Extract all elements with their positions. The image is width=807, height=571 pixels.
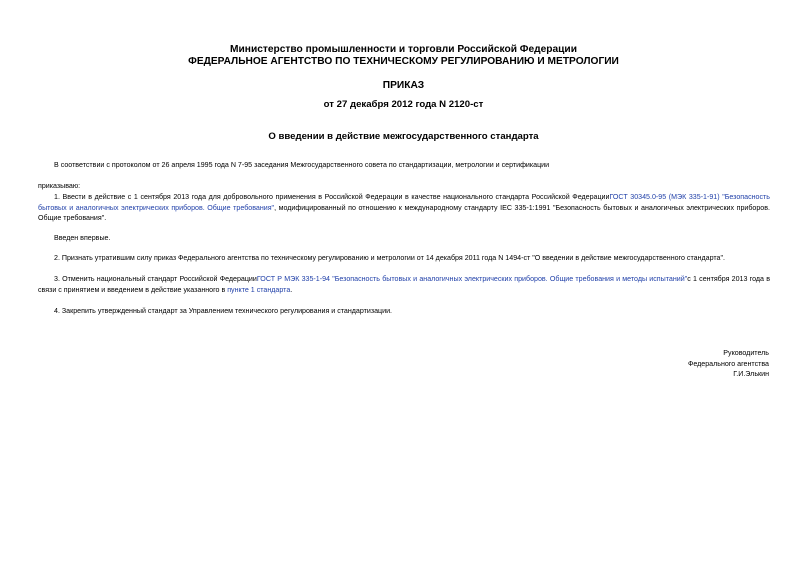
signature-organization: Федерального агентства — [687, 359, 769, 368]
document-type: ПРИКАЗ — [382, 80, 425, 91]
clause-1-link[interactable]: пункте 1 стандарта — [227, 285, 291, 294]
signature-position: Руководитель — [723, 349, 769, 357]
item-2-paragraph: 2. Признать утратившим силу приказ Федерального агентства по техническому регулированию и метрологии от 14 декабря 2011 года N 1494-ст "О введении в действие межгосударственного стандарта". — [54, 254, 725, 262]
item-3-text-end: . — [290, 285, 293, 294]
item-3-text-cont: с 1 сентября 2013 года в связи с принятием и введением в действие указанного в — [38, 275, 770, 294]
order-word: приказываю: — [38, 182, 81, 190]
item-1-paragraph — [38, 192, 770, 224]
document-date-number: от 27 декабря 2012 года N 2120-ст — [323, 99, 484, 110]
introduced-first-note: Введен впервые. — [54, 234, 111, 242]
signature-block — [688, 348, 769, 380]
agency-title: ФЕДЕРАЛЬНОЕ АГЕНТСТВО ПО ТЕХНИЧЕСКОМУ РЕГУЛИРОВАНИЮ И МЕТРОЛОГИИ — [188, 56, 619, 67]
item-4-paragraph: 4. Закрепить утвержденный стандарт за Управлением технического регулирования и стандартизации. — [54, 307, 393, 315]
item-3-paragraph — [38, 274, 770, 295]
ministry-title: Министерство промышленности и торговли Российской Федерации — [230, 44, 577, 55]
item-3-text: 3. Отменить национальный стандарт Российской Федерации — [54, 275, 257, 283]
preamble-paragraph: В соответствии с протоколом от 26 апреля 1995 года N 7-95 заседания Межгосударственного совета по стандартизации, метрологии и сертификации — [54, 161, 550, 169]
gost-r-iec-335-link[interactable]: ГОСТ Р МЭК 335-1-94 "Безопасность бытовых и аналогичных электрических приборов. Общие требования и методы испытаний" — [256, 275, 688, 283]
gost-30345-link[interactable]: ГОСТ 30345.0-95 (МЭК 335-1-91) "Безопасность бытовых и аналогичных электрических приборов. Общие требования" — [38, 193, 770, 212]
item-1-text-cont: , модифицированный по отношению к международному стандарту IEC 335-1:1991 "Безопасность бытовых и аналогичных электрических приборов. Общие требования". — [38, 203, 770, 223]
document-subject: О введении в действие межгосударственного стандарта — [268, 131, 539, 142]
signature-name: Г.И.Элькин — [733, 370, 769, 378]
item-1-text: 1. Ввести в действие с 1 сентября 2013 года для добровольного применения в Российской Федерации в качестве национального стандарта Российской Федерации — [54, 193, 610, 201]
